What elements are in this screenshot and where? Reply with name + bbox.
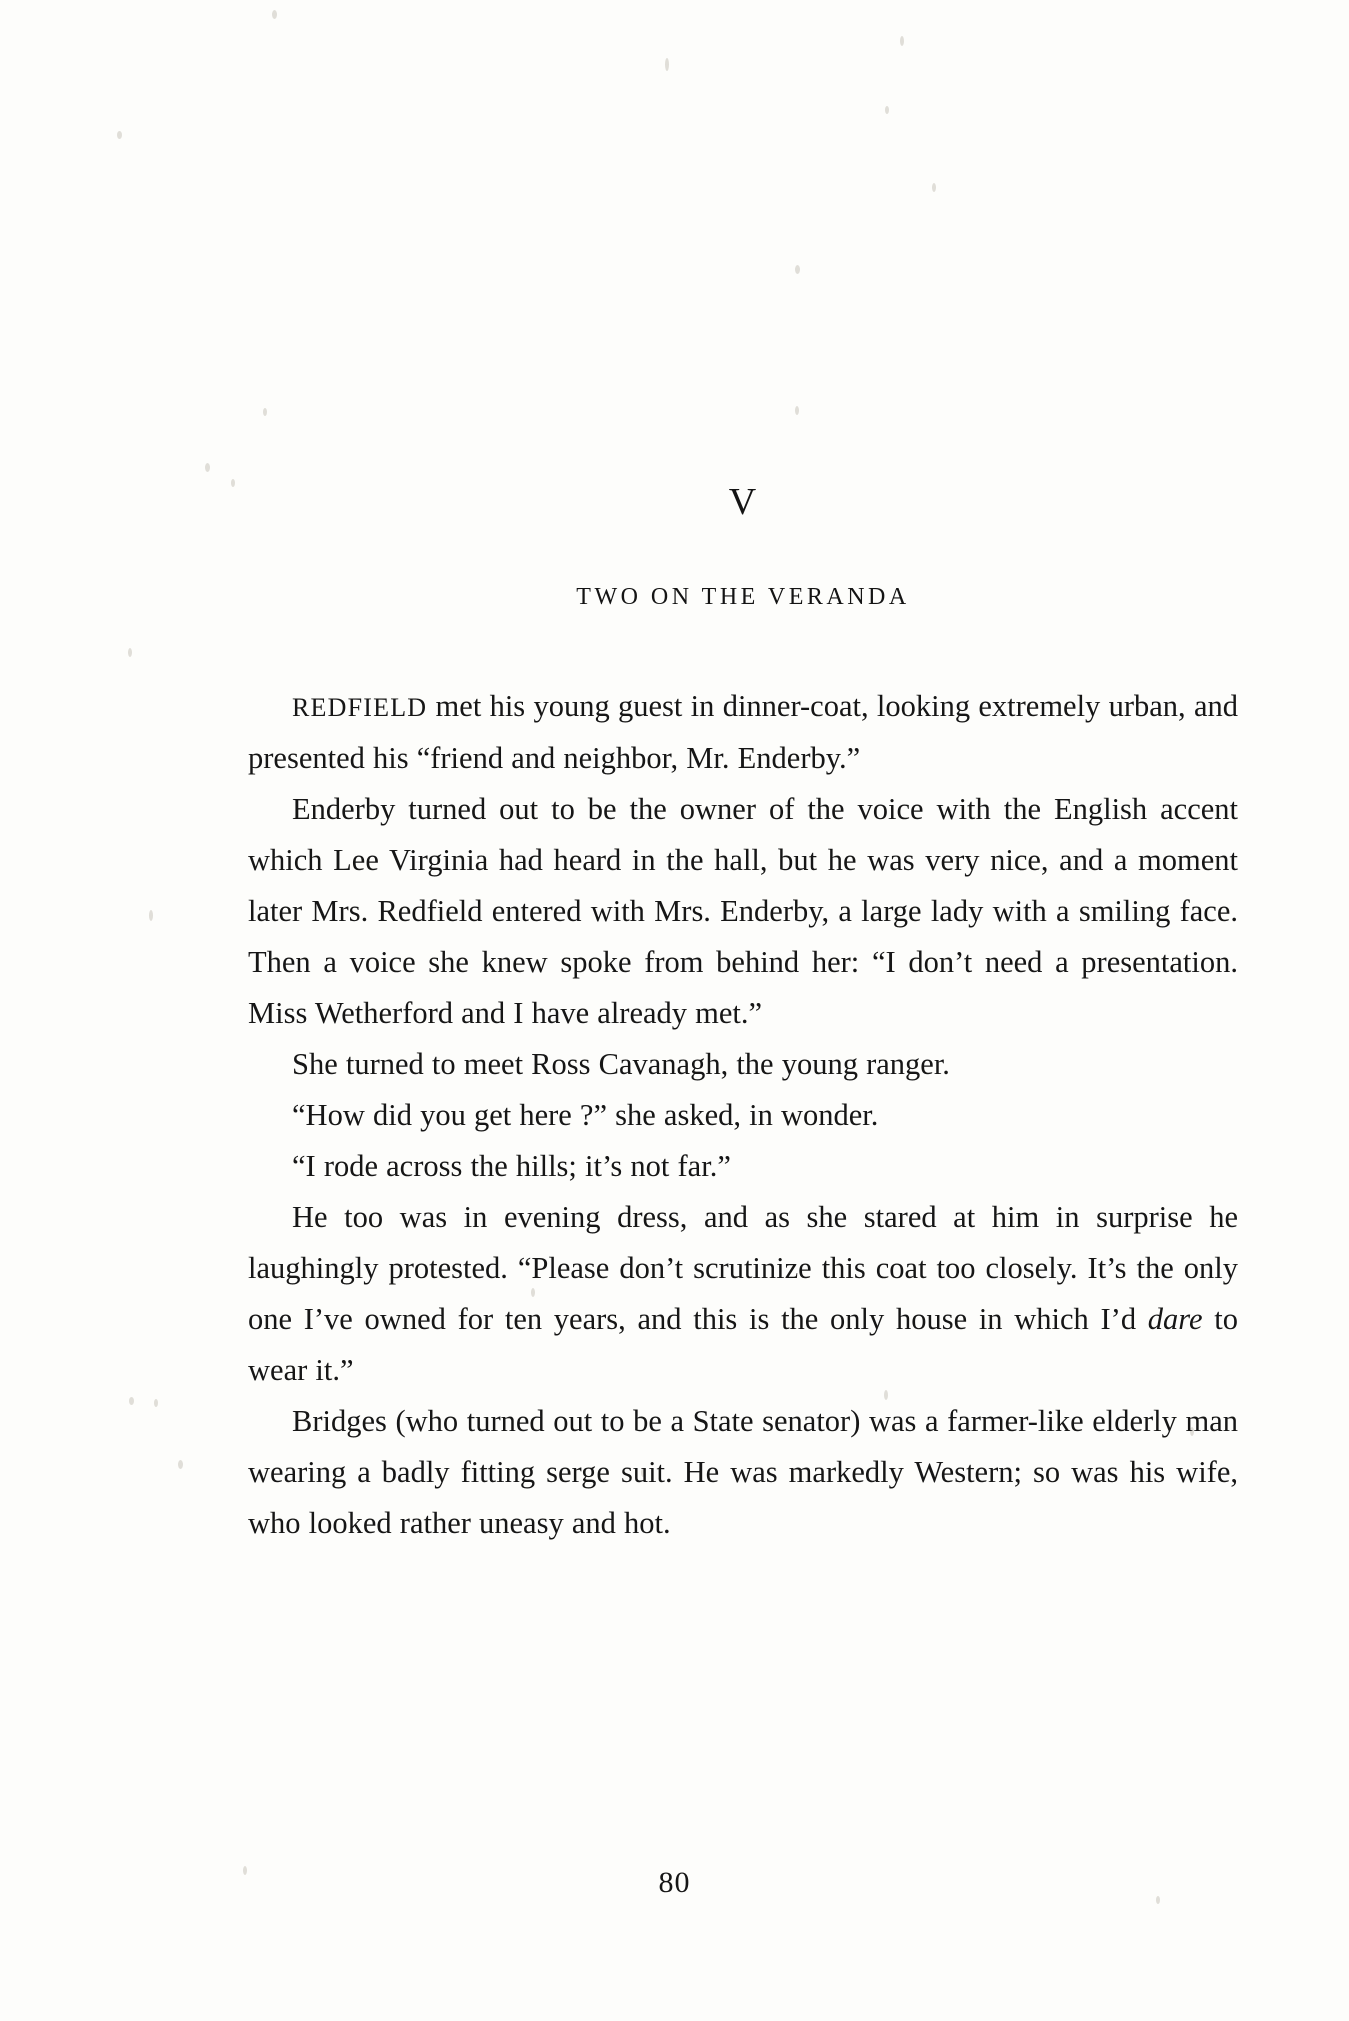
paper-speck: [129, 1397, 134, 1405]
paragraph: [248, 784, 1238, 1039]
paragraph: [248, 1090, 1238, 1141]
page-number: 80: [658, 1866, 691, 1899]
paper-speck: [795, 265, 800, 274]
paper-speck: [932, 183, 936, 192]
paper-speck: [178, 1460, 183, 1469]
paper-speck: [149, 910, 153, 921]
paragraph-text: met his young guest in dinner-coat, looking extremely urban, and presented his “friend and neighbor, Mr. Enderby.”: [248, 689, 1238, 775]
paper-speck: [885, 106, 889, 114]
paragraph-text: “I rode across the hills; it’s not far.”: [292, 1149, 731, 1183]
paper-speck: [665, 58, 669, 71]
body-text: [248, 681, 1238, 1549]
paragraph: [248, 1396, 1238, 1549]
paragraph-text: Bridges (who turned out to be a State senator) was a farmer-like elderly man wearing a badly fitting serge suit. He was markedly Western; so was his wife, who looked rather uneasy and hot.: [248, 1404, 1238, 1540]
paragraph: [248, 681, 1238, 784]
paragraph: [248, 1141, 1238, 1192]
italic-emphasis: dare: [1147, 1302, 1203, 1336]
paragraph-text-after: to wear it.”: [248, 1302, 1238, 1387]
paper-speck: [205, 463, 210, 472]
paper-speck: [154, 1399, 158, 1407]
paper-speck: [231, 479, 235, 487]
paper-speck: [795, 406, 799, 415]
paper-speck: [263, 408, 267, 416]
paper-speck: [128, 648, 132, 657]
paper-speck: [900, 36, 904, 46]
paragraph-text: “How did you get here ?” she asked, in wonder.: [292, 1098, 879, 1132]
chapter-number: V: [728, 481, 758, 523]
paragraph: [248, 1039, 1238, 1090]
paragraph-text: Enderby turned out to be the owner of the voice with the English accent which Lee Virginia had heard in the hall, but he was very nice, and a moment later Mrs. Redfield entered with Mrs. Enderby, a large lady with a smiling face. Then a voice she knew spoke from behind her: “I don’t need a presentation. Miss Wetherford and I have already met.”: [248, 792, 1238, 1030]
chapter-title: TWO ON THE VERANDA: [576, 584, 910, 610]
paragraph-text: He too was in evening dress, and as she stared at him in surprise he laughingly protested. “Please don’t scrutinize this coat too closely. It’s the only one I’ve owned for ten years, and this is the only house in which I’d: [248, 1200, 1238, 1336]
paragraph-text: She turned to meet Ross Cavanagh, the young ranger.: [292, 1047, 950, 1081]
page-text-column: [248, 480, 1238, 1549]
opening-small-caps: REDFIELD: [292, 693, 428, 722]
paragraph: [248, 1192, 1238, 1396]
paper-speck: [272, 10, 277, 19]
paper-speck: [117, 131, 122, 139]
